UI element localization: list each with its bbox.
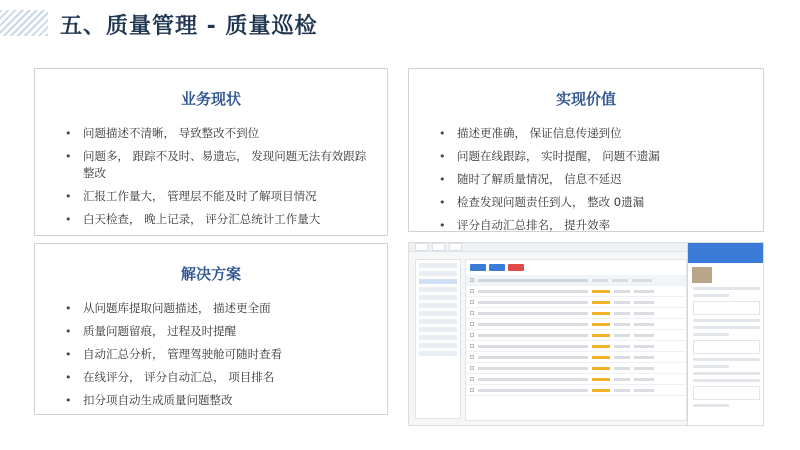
photo-thumbnail [692,267,712,283]
card-title: 业务现状 [180,90,241,108]
list-item: • 白天检查， 晚上记录， 评分汇总统计工作量大 [65,211,373,228]
bullet-list [35,125,387,228]
screenshot-tab [415,243,428,251]
list-item: • 质量问题留痕， 过程及时提醒 [65,323,373,340]
list-item: • 随时了解质量情况， 信息不延迟 [439,171,749,188]
list-item: • 问题描述不清晰， 导致整改不到位 [65,125,373,142]
system-screenshot [408,242,764,426]
list-item: • 自动汇总分析， 管理驾驶舱可随时查看 [65,346,373,363]
card-title: 解决方案 [180,265,241,283]
card-title: 实现价值 [555,90,616,108]
list-item: • 问题多， 跟踪不及时、易遗忘， 发现问题无法有效跟踪整改 [65,148,373,182]
bullet-list [35,300,387,409]
header-decoration [0,10,48,36]
list-item: • 汇报工作量大， 管理层不能及时了解项目情况 [65,188,373,205]
page-title: 五、质量管理 - 质量巡检 [60,14,318,39]
list-item: • 扣分项自动生成质量问题整改 [65,392,373,409]
bullet-list [409,125,763,234]
list-item: • 从问题库提取问题描述， 描述更全面 [65,300,373,317]
list-item: • 描述更准确， 保证信息传递到位 [439,125,749,142]
list-item: • 检查发现问题责任到人， 整改 0遗漏 [439,194,749,211]
screenshot-project-tree [415,259,461,419]
mobile-header-bar [688,243,764,263]
business-status-card [34,68,388,236]
screenshot-tab [449,243,462,251]
list-item: • 在线评分， 评分自动汇总， 项目排名 [65,369,373,386]
list-item: • 问题在线跟踪， 实时提醒， 问题不遗漏 [439,148,749,165]
solution-card [34,243,388,415]
screenshot-mobile-view [687,243,764,426]
screenshot-issue-table [465,259,687,421]
list-item: • 评分自动汇总排名， 提升效率 [439,217,749,234]
value-card [408,68,764,232]
screenshot-tab [432,243,445,251]
